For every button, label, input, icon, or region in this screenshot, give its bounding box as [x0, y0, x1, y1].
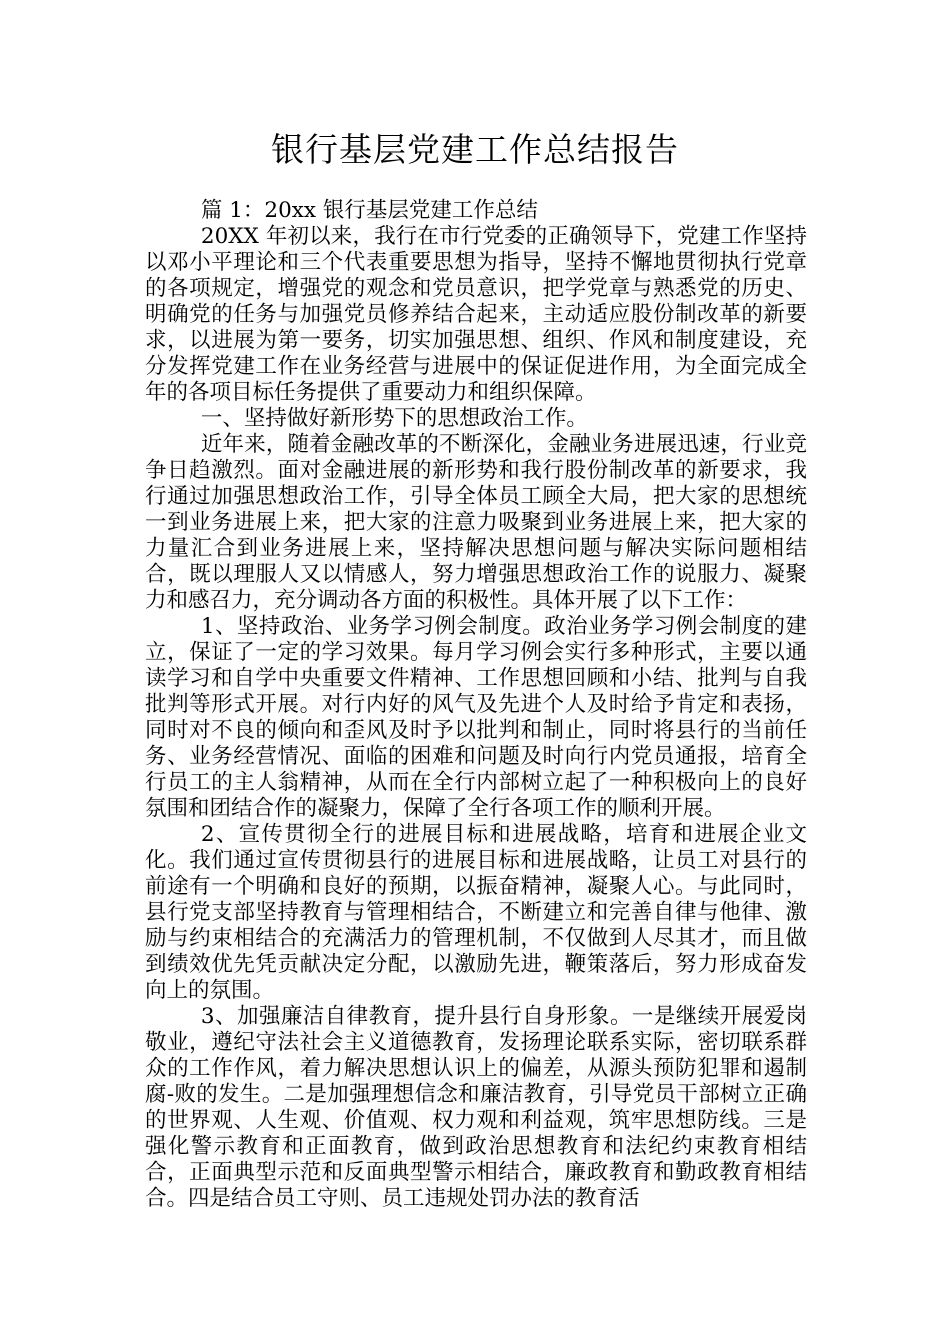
paragraph-item-2: 2、宣传贯彻全行的进展目标和进展战略，培育和进展企业文化。我们通过宣传贯彻县行的进展目标和进展战略，让员工对县行的前途有一个明确和良好的预期，以振奋精神，凝聚人心。与此同时，县行党支部坚持教育与管理相结合，不断建立和完善自律与他律、激励与约束相结合的充满活力的管理机制，不仅做到人尽其才，而且做到绩效优先凭贡献决定分配，以激励先进，鞭策落后，努力形成奋发向上的氛围。: [145, 822, 807, 1003]
subheading-1: 一、坚持做好新形势下的思想政治工作。: [200, 406, 588, 431]
document-title: 银行基层党建工作总结报告: [271, 130, 679, 169]
document-body: [145, 198, 807, 1212]
paragraph-intro: 20XX 年初以来，我行在市行党委的正确领导下，党建工作坚持以邓小平理论和三个代表重要思想为指导，坚持不懈地贯彻执行党章的各项规定，增强党的观念和党员意识，把学党章与熟悉党的历史、明确党的任务与加强党员修养结合起来，主动适应股份制改革的新要求，以进展为第一要务，切实加强思想、组织、作风和制度建设，充分发挥党建工作在业务经营与进展中的保证促进作用，为全面完成全年的各项目标任务提供了重要动力和组织保障。: [145, 224, 807, 405]
paragraph-item-1: 1、坚持政治、业务学习例会制度。政治业务学习例会制度的建立，保证了一定的学习效果。每月学习例会实行多种形式，主要以通读学习和自学中央重要文件精神、工作思想回顾和小结、批判与自我批判等形式开展。对行内好的风气及先进个人及时给予肯定和表扬，同时对不良的倾向和歪风及时予以批判和制止，同时将县行的当前任务、业务经营情况、面临的困难和问题及时向行内党员通报，培育全行员工的主人翁精神，从而在全行内部树立起了一种积极向上的良好氛围和团结合作的凝聚力，保障了全行各项工作的顺利开展。: [145, 614, 807, 821]
section-heading: 篇 1：20xx 银行基层党建工作总结: [200, 198, 538, 223]
paragraph-context: 近年来，随着金融改革的不断深化，金融业务进展迅速，行业竞争日趋激烈。面对金融进展的新形势和我行股份制改革的新要求，我行通过加强思想政治工作，引导全体员工顾全大局，把大家的思想统一到业务进展上来，把大家的注意力吸聚到业务进展上来，把大家的力量汇合到业务进展上来，坚持解决思想问题与解决实际问题相结合，既以理服人又以情感人，努力增强思想政治工作的说服力、凝聚力和感召力，充分调动各方面的积极性。具体开展了以下工作：: [145, 432, 807, 613]
paragraph-item-3: 3、加强廉洁自律教育，提升县行自身形象。一是继续开展爱岗敬业，遵纪守法社会主义道德教育，发扬理论联系实际，密切联系群众的工作作风，着力解决思想认识上的偏差，从源头预防犯罪和遏制腐-败的发生。二是加强理想信念和廉洁教育，引导党员干部树立正确的世界观、人生观、价值观、权力观和利益观，筑牢思想防线。三是强化警示教育和正面教育，做到政治思想教育和法纪约束教育相结合，正面典型示范和反面典型警示相结合，廉政教育和勤政教育相结合。四是结合员工守则、员工违规处罚办法的教育活: [145, 1004, 807, 1211]
